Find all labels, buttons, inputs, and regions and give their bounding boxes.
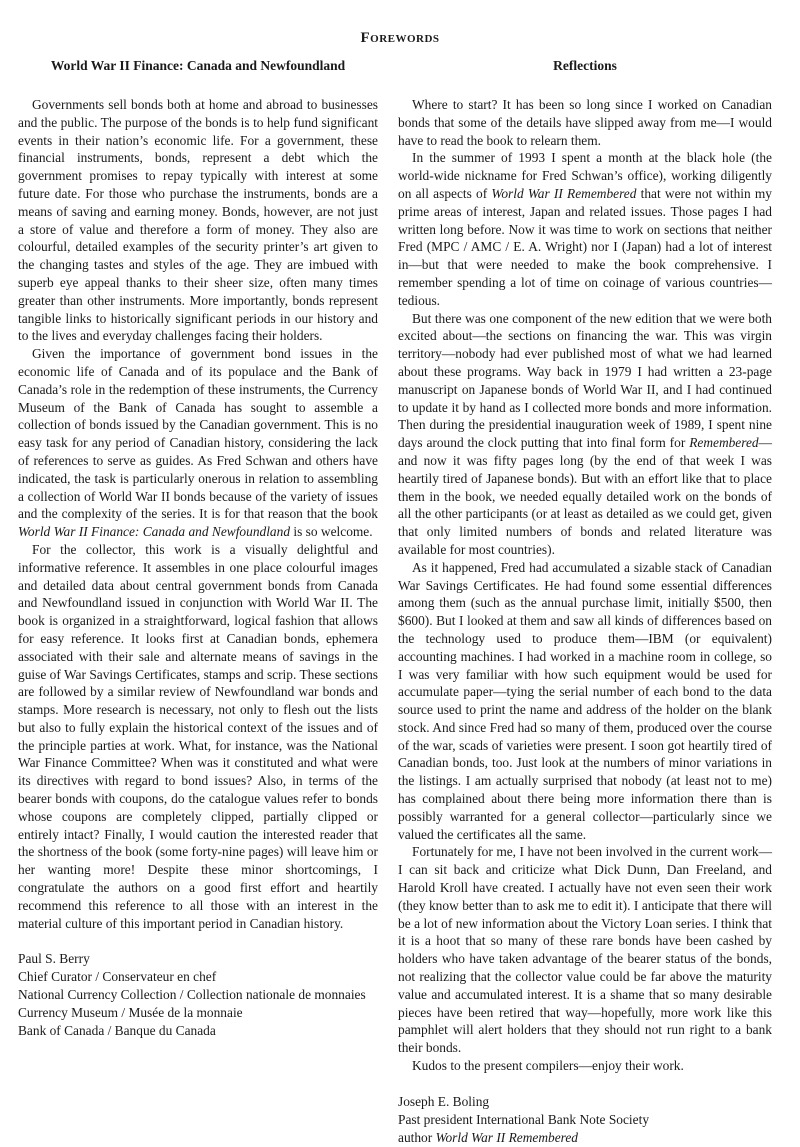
right-paragraph-3-text-a: But there was one component of the new edition that we were both excited about—the sections on financing the war. This was virgin territory—nobody had ever published most of what we had learned about these programs. Way back in 1979 I had written a 23-page manuscript on Japanese bonds of World War II, and I had continued to update it by hand as I collected more bonds and more information. Then during the presidential inauguration week of 1989, I spent nine days around the clock putting that into final form for <box>398 310 772 451</box>
left-signature-name: Paul S. Berry <box>18 951 90 967</box>
left-paragraph-2-text-a: Given the importance of government bond issues in the economic life of Canada and of its populace and the Bank of Canada’s role in the redemption of these instruments, the Currency Museum of the Bank of Canada has sought to assemble a collection of bonds issued by the Canadian government. This is no easy task for any period of Canadian history, considering the lack of references to serve as guides. As Fred Schwan and others have indicated, the task is particularly onerous in relation to assembling a collection of World War II bonds because of the variety of issues and the complexity of the series. It is for that reason that the book <box>18 346 378 522</box>
left-paragraph-1: Governments sell bonds both at home and abroad to businesses and the public. The purpose of the bonds is to help fund significant events in their nation’s economic life. For a government, these financial instruments, bonds, represent a debt which the government promises to repay typically with interest at some future date. For those who purchase the instruments, bonds are a means of saving and earning money. Bonds, however, are not just a store of value and therefore a form of money. They also are colourful, detailed examples of the security printer’s art given to the changing tastes and styles of the age. They are imbued with superb eye appeal thanks to their sheer size, often many times greater than other instruments. More importantly, bonds represent tangible links to historically significant periods in our history and to the lives and everyday challenges facing their holders. <box>18 97 378 344</box>
right-paragraph-3-text-b: —and now it was fifty pages long (by the end of that week I was heartily tired of Japanese bonds). But with an effort like that to place them in the book, we needed equally detailed work on the bonds of all the other participants (or at least as detailed as we could get, given that only limited numbers of bonds and related literature was available for most countries). <box>398 435 772 557</box>
left-signature-line-3: National Currency Collection / Collection nationale de monnaies <box>18 987 366 1003</box>
right-signature-author-book: World War II Remembered <box>435 1129 578 1145</box>
right-paragraph-2-text-a: In the summer of 1993 I spent a month at the black hole (the world-wide nickname for Fred Schwan’s office), working diligently on all aspects of <box>398 150 772 201</box>
left-signature-line-4: Currency Museum / Musée de la monnaie <box>18 1005 243 1021</box>
right-paragraph-2 <box>398 149 772 309</box>
left-paragraph-2-book-title: World War II Finance: Canada and Newfoundland <box>18 524 291 540</box>
right-paragraph-1-text: Where to start? It has been so long since I worked on Canadian bonds that some of the details have slipped away from me—I would have to read the book to relearn them. <box>398 97 772 148</box>
right-column <box>398 58 772 1147</box>
left-column <box>18 58 378 1040</box>
right-paragraph-4 <box>398 559 772 844</box>
left-signature-line-5: Bank of Canada / Banque du Canada <box>18 1023 216 1039</box>
right-signature <box>398 1093 772 1147</box>
left-signature <box>18 950 378 1040</box>
right-column-heading: Reflections <box>553 58 617 73</box>
left-paragraph-2 <box>18 345 378 541</box>
right-signature-author-prefix: author <box>398 1129 436 1145</box>
right-paragraph-5 <box>398 843 772 1057</box>
left-signature-line-2: Chief Curator / Conservateur en chef <box>18 969 217 985</box>
right-paragraph-1 <box>398 96 772 149</box>
right-paragraph-4-text: As it happened, Fred had accumulated a sizable stack of Canadian War Savings Certificates. He had found some essential differences among them (such as the annual purchase limit, initially $500, then $600). But I looked at them and saw all kinds of differences based on the technology used to produce them—IBM (or equivalent) accounting machines. I had worked in a machine room in college, so I was very familiar with how such equipment would be used for accumulate paper—tying the serial number of each bond to the data source used to print the name and address of the holder on the blank stock. And since Fred had so many of them, produced over the course of the war, scads of varieties were present. I soon got heartily tired of Canadian bonds, too. Just look at the numbers of minor variations in the listings. I am actually surprised that nobody (at least not to me) has complained about there being more information there than is possibly warranted for a general collector—particularly since we valued the certificates all the same. <box>398 559 772 842</box>
right-paragraph-2-text-b: that were not within my prime areas of interest, Japan and related issues. Those pages I had written long before. Now it was time to work on sections that neither Fred (MPC / AMC / E. A. Wright) nor I (Japan) had a lot of interest in—but that were needed to make the book comprehensive. I remember spending a lot of time on coinage of various countries—tedious. <box>398 185 772 308</box>
right-paragraph-6-text: Kudos to the present compilers—enjoy their work. <box>412 1058 684 1074</box>
right-paragraph-6 <box>398 1057 772 1075</box>
left-paragraph-2-text-b: is so welcome. <box>290 524 373 540</box>
right-signature-title: Past president International Bank Note Society <box>398 1111 650 1127</box>
right-signature-author-line <box>398 1129 772 1147</box>
right-paragraph-3-book-title: Remembered <box>689 435 759 451</box>
right-paragraph-3 <box>398 310 772 559</box>
page-title: Forewords <box>360 30 440 46</box>
left-column-heading: World War II Finance: Canada and Newfoundland <box>50 58 346 73</box>
right-paragraph-2-book-title: World War II Remembered <box>491 185 637 201</box>
right-signature-name: Joseph E. Boling <box>398 1093 490 1109</box>
right-paragraph-5-text: Fortunately for me, I have not been involved in the current work—I can sit back and criticize what Dick Dunn, Dan Freeland, and Harold Kroll have created. I actually have not even seen their work (they know better than to ask me to edit it). I anticipate that there will be a lot of new information about the Victory Loan series. I think that it is a hoot that so many of these rare bonds have been cashed by holders who have taken advantage of the bearer status of the bonds, not realizing that the collector value could be far above the maturity value and accumulated interest. It is a shame that so many desirable pieces have been retired that way—hopefully, more work like this pamphlet will alert holders that they should not run right to a bank their bonds. <box>398 844 772 1056</box>
left-paragraph-3: For the collector, this work is a visually delightful and informative reference. It assembles in one place colourful images and detailed data about central government bonds from Canada and Newfoundland issued in conjunction with World War II. The book is organized in a straightforward, logical fashion that allows for easy reference. It looks first at Canadian bonds, ephemera associated with their sale and alternate means of savings in the guise of War Savings Certificates, stamps and scrip. These sections are followed by a similar review of Newfoundland war bonds and stamps. More research is necessary, not only to flesh out the lists but also to fully explain the historical context of the issues and of the principle parties at work. What, for instance, was the National War Finance Committee? When was it constituted and what were its directives with regard to bond issues? Also, in terms of the bearer bonds with coupons, do the catalogue values refer to bonds whose coupons are completely clipped, partially clipped or entirely intact? Finally, I would caution the interested reader that the shortness of the book (some forty-nine pages) will leave him or her wanting more! Despite these minor shortcomings, I congratulate the authors on a good first effort and heartily recommend this reference to all those with an interest in the material culture of this important period in Canadian history. <box>18 541 378 931</box>
